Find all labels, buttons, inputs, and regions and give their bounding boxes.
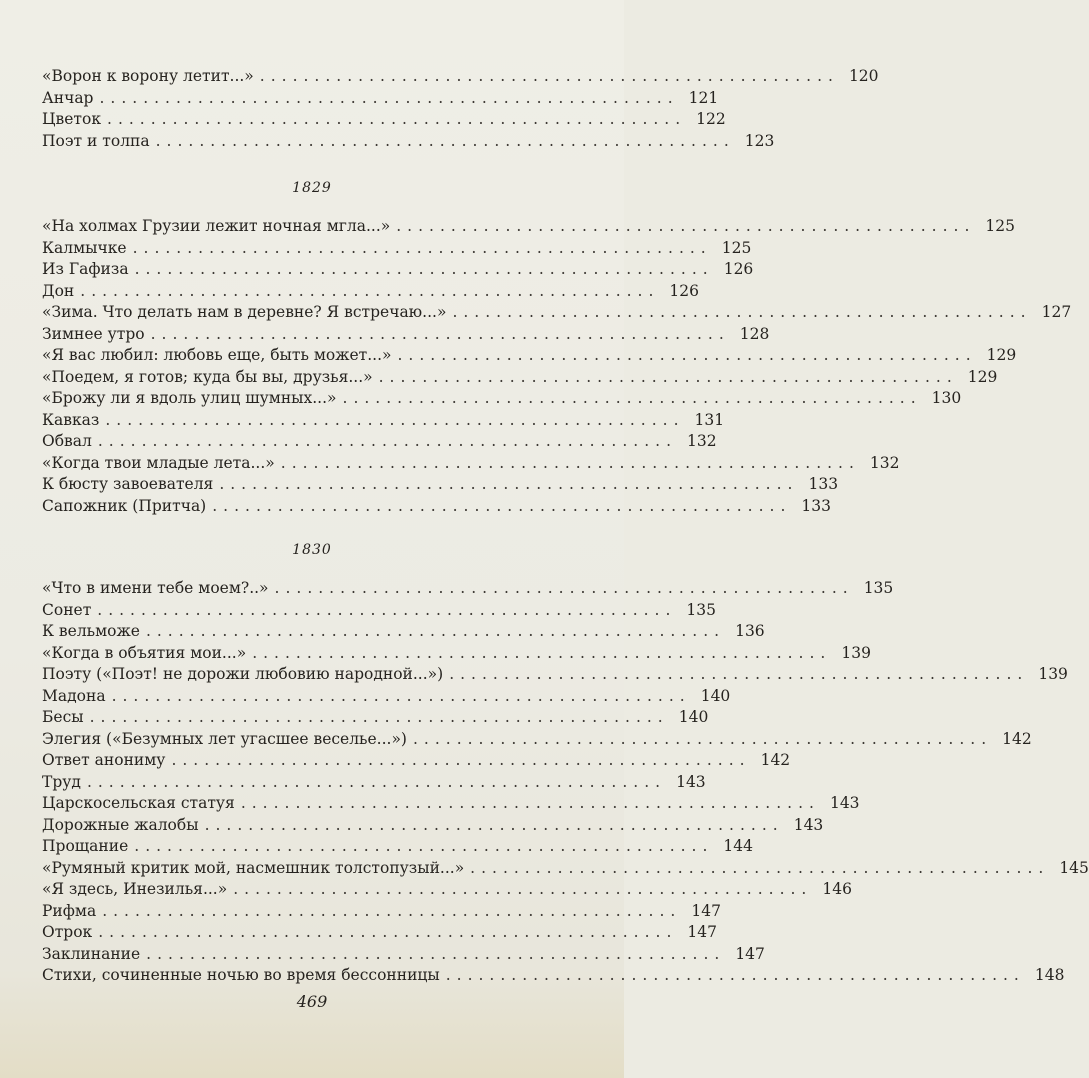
entry-page: 123: [744, 131, 775, 150]
entry-page: 129: [986, 346, 1017, 364]
toc-entry: [42, 922, 717, 944]
entry-title: Рифма: [42, 901, 97, 920]
entry-title: «Зима. Что делать нам в деревне? Я встречаю...»: [42, 303, 447, 321]
entry-page: 132: [869, 453, 900, 472]
entry-page: 147: [735, 944, 765, 963]
entry-page: 132: [687, 432, 717, 450]
dot-leader: .....................................................: [470, 858, 1050, 877]
entry-page: 127: [1041, 303, 1072, 321]
toc-entry: [42, 643, 871, 665]
toc-entry: [42, 600, 717, 622]
entry-page: 146: [822, 880, 852, 898]
entry-title: Бесы: [42, 708, 84, 726]
toc-entry: [42, 578, 894, 600]
toc-entry: [42, 109, 726, 131]
toc-entry: [42, 965, 1065, 987]
entry-page: 131: [694, 410, 725, 429]
entry-page: 145: [1059, 858, 1089, 877]
entry-page: 128: [739, 324, 770, 343]
toc-entry: [42, 474, 839, 496]
dot-leader: .....................................................: [132, 238, 712, 257]
dot-leader: .....................................................: [274, 579, 854, 597]
toc-entry: [42, 621, 765, 643]
toc-entry: [42, 944, 765, 966]
entry-page: 142: [1002, 729, 1032, 748]
entry-page: 135: [686, 600, 717, 619]
dot-leader: .....................................................: [445, 966, 1025, 984]
entry-title: Царскосельская статуя: [42, 794, 235, 812]
dot-leader: .....................................................: [111, 686, 691, 705]
entry-title: Обвал: [42, 432, 92, 450]
toc-entry: [42, 345, 1017, 367]
entry-title: «Ворон к ворону летит...»: [42, 67, 254, 85]
dot-leader: .....................................................: [98, 923, 678, 941]
entry-title: Сапожник (Притча): [42, 496, 207, 515]
entry-title: Ответ анониму: [42, 751, 166, 769]
dot-leader: .....................................................: [412, 729, 993, 748]
entry-title: Калмычке: [42, 238, 127, 257]
dot-leader: .....................................................: [397, 346, 977, 364]
toc-entry: [42, 729, 1032, 751]
dot-leader: .....................................................: [204, 815, 784, 834]
entry-page: 130: [931, 389, 962, 407]
toc-entry: [42, 686, 731, 708]
page-folio: 469: [296, 992, 328, 1011]
entry-page: 147: [691, 901, 721, 920]
entry-title: Труд: [42, 772, 81, 791]
dot-leader: .....................................................: [145, 622, 726, 640]
entry-page: 122: [696, 110, 726, 128]
dot-leader: .....................................................: [134, 260, 714, 278]
entry-title: «Когда в объятия мои...»: [42, 643, 247, 662]
entry-title: «Румяный критик мой, насмешник толстопузый...»: [42, 858, 465, 877]
dot-leader: .....................................................: [233, 880, 813, 898]
dot-leader: .....................................................: [155, 131, 735, 150]
toc-entry: [42, 131, 775, 153]
toc-entry: [42, 388, 962, 410]
entry-title: Зимнее утро: [42, 324, 145, 343]
dot-leader: .....................................................: [240, 794, 820, 812]
entry-page: 143: [829, 794, 860, 812]
year-heading-1829: 1829: [292, 180, 332, 196]
toc-entry: [42, 66, 879, 88]
dot-leader: .....................................................: [452, 303, 1032, 321]
toc-entry: [42, 453, 900, 475]
dot-leader: .....................................................: [89, 708, 669, 726]
dot-leader: .....................................................: [146, 944, 726, 963]
entry-page: 133: [808, 475, 839, 493]
toc-entry: [42, 901, 721, 923]
entry-title: Из Гафиза: [42, 260, 129, 278]
toc-entry: [42, 750, 791, 772]
entry-page: 147: [687, 923, 717, 941]
toc-entry: [42, 324, 770, 346]
entry-page: 142: [760, 751, 791, 769]
entry-page: 140: [700, 686, 731, 705]
toc-group-1829: [42, 216, 1072, 517]
entry-page: 139: [1038, 665, 1068, 683]
entry-page: 121: [688, 88, 719, 107]
entry-page: 120: [848, 67, 879, 85]
entry-page: 136: [735, 622, 765, 640]
dot-leader: .....................................................: [259, 67, 839, 85]
entry-title: Дорожные жалобы: [42, 815, 199, 834]
entry-title: Отрок: [42, 923, 93, 941]
dot-leader: .....................................................: [97, 600, 677, 619]
entry-title: Дон: [42, 281, 75, 300]
entry-page: 126: [723, 260, 754, 278]
toc-entry: [42, 793, 860, 815]
toc-group-1830: [42, 578, 1089, 987]
toc-entry: [42, 238, 752, 260]
toc-entry: [42, 836, 753, 858]
toc-group-early: [42, 66, 879, 152]
toc-entry: [42, 664, 1068, 686]
entry-title: Кавказ: [42, 410, 100, 429]
toc-entry: [42, 815, 824, 837]
dot-leader: .....................................................: [252, 643, 832, 662]
entry-page: 148: [1034, 966, 1065, 984]
entry-title: Анчар: [42, 88, 94, 107]
dot-leader: .....................................................: [219, 475, 799, 493]
entry-page: 135: [863, 579, 894, 597]
toc-entry: [42, 216, 1015, 238]
entry-title: «На холмах Грузии лежит ночная мгла...»: [42, 217, 391, 235]
dot-leader: .....................................................: [171, 751, 751, 769]
toc-entry: [42, 367, 998, 389]
entry-page: 125: [985, 217, 1015, 235]
entry-page: 125: [721, 238, 752, 257]
entry-title: «Я вас любил: любовь еще, быть может...»: [42, 346, 392, 364]
dot-leader: .....................................................: [212, 496, 792, 515]
entry-title: «Я здесь, Инезилья...»: [42, 880, 228, 898]
toc-entry: [42, 302, 1072, 324]
entry-title: К вельможе: [42, 622, 140, 640]
entry-page: 143: [793, 815, 824, 834]
entry-title: Поэту («Поэт! не дорожи любовию народной...»): [42, 665, 444, 683]
entry-title: Стихи, сочиненные ночью во время бессонницы: [42, 966, 440, 984]
entry-title: Элегия («Безумных лет угасшее веселье...»): [42, 729, 407, 748]
entry-title: «Поедем, я готов; куда бы вы, друзья...»: [42, 367, 373, 386]
entry-page: 140: [678, 708, 709, 726]
entry-page: 144: [723, 837, 753, 855]
dot-leader: .....................................................: [80, 281, 660, 300]
entry-title: Поэт и толпа: [42, 131, 150, 150]
entry-page: 143: [676, 772, 706, 791]
dot-leader: .....................................................: [99, 88, 679, 107]
dot-leader: .....................................................: [342, 389, 922, 407]
dot-leader: .....................................................: [105, 410, 685, 429]
entry-title: Мадона: [42, 686, 106, 705]
toc-entry: [42, 496, 831, 518]
toc-entry: [42, 431, 717, 453]
dot-leader: .....................................................: [134, 837, 714, 855]
entry-page: 133: [801, 496, 831, 515]
dot-leader: .....................................................: [280, 453, 860, 472]
toc-entry: [42, 281, 699, 303]
entry-title: Сонет: [42, 600, 92, 619]
entry-page: 139: [841, 643, 871, 662]
entry-page: 129: [967, 367, 998, 386]
toc-entry: [42, 88, 719, 110]
dot-leader: .....................................................: [449, 665, 1029, 683]
dot-leader: .....................................................: [97, 432, 677, 450]
toc-entry: [42, 410, 725, 432]
entry-title: Цветок: [42, 110, 102, 128]
toc-entry: [42, 707, 709, 729]
toc-entry: [42, 772, 706, 794]
toc-entry: [42, 879, 852, 901]
dot-leader: .....................................................: [150, 324, 730, 343]
entry-title: «Что в имени тебе моем?..»: [42, 579, 269, 597]
dot-leader: .....................................................: [378, 367, 958, 386]
dot-leader: .....................................................: [396, 217, 976, 235]
toc-entry: [42, 259, 754, 281]
toc-entry: [42, 858, 1089, 880]
year-heading-1830: 1830: [292, 542, 332, 558]
entry-title: «Брожу ли я вдоль улиц шумных...»: [42, 389, 337, 407]
entry-title: К бюсту завоевателя: [42, 475, 214, 493]
entry-page: 126: [669, 281, 699, 300]
entry-title: Прощание: [42, 837, 129, 855]
dot-leader: .....................................................: [86, 772, 667, 791]
dot-leader: .....................................................: [102, 901, 682, 920]
entry-title: «Когда твои младые лета...»: [42, 453, 275, 472]
dot-leader: .....................................................: [107, 110, 687, 128]
entry-title: Заклинание: [42, 944, 141, 963]
